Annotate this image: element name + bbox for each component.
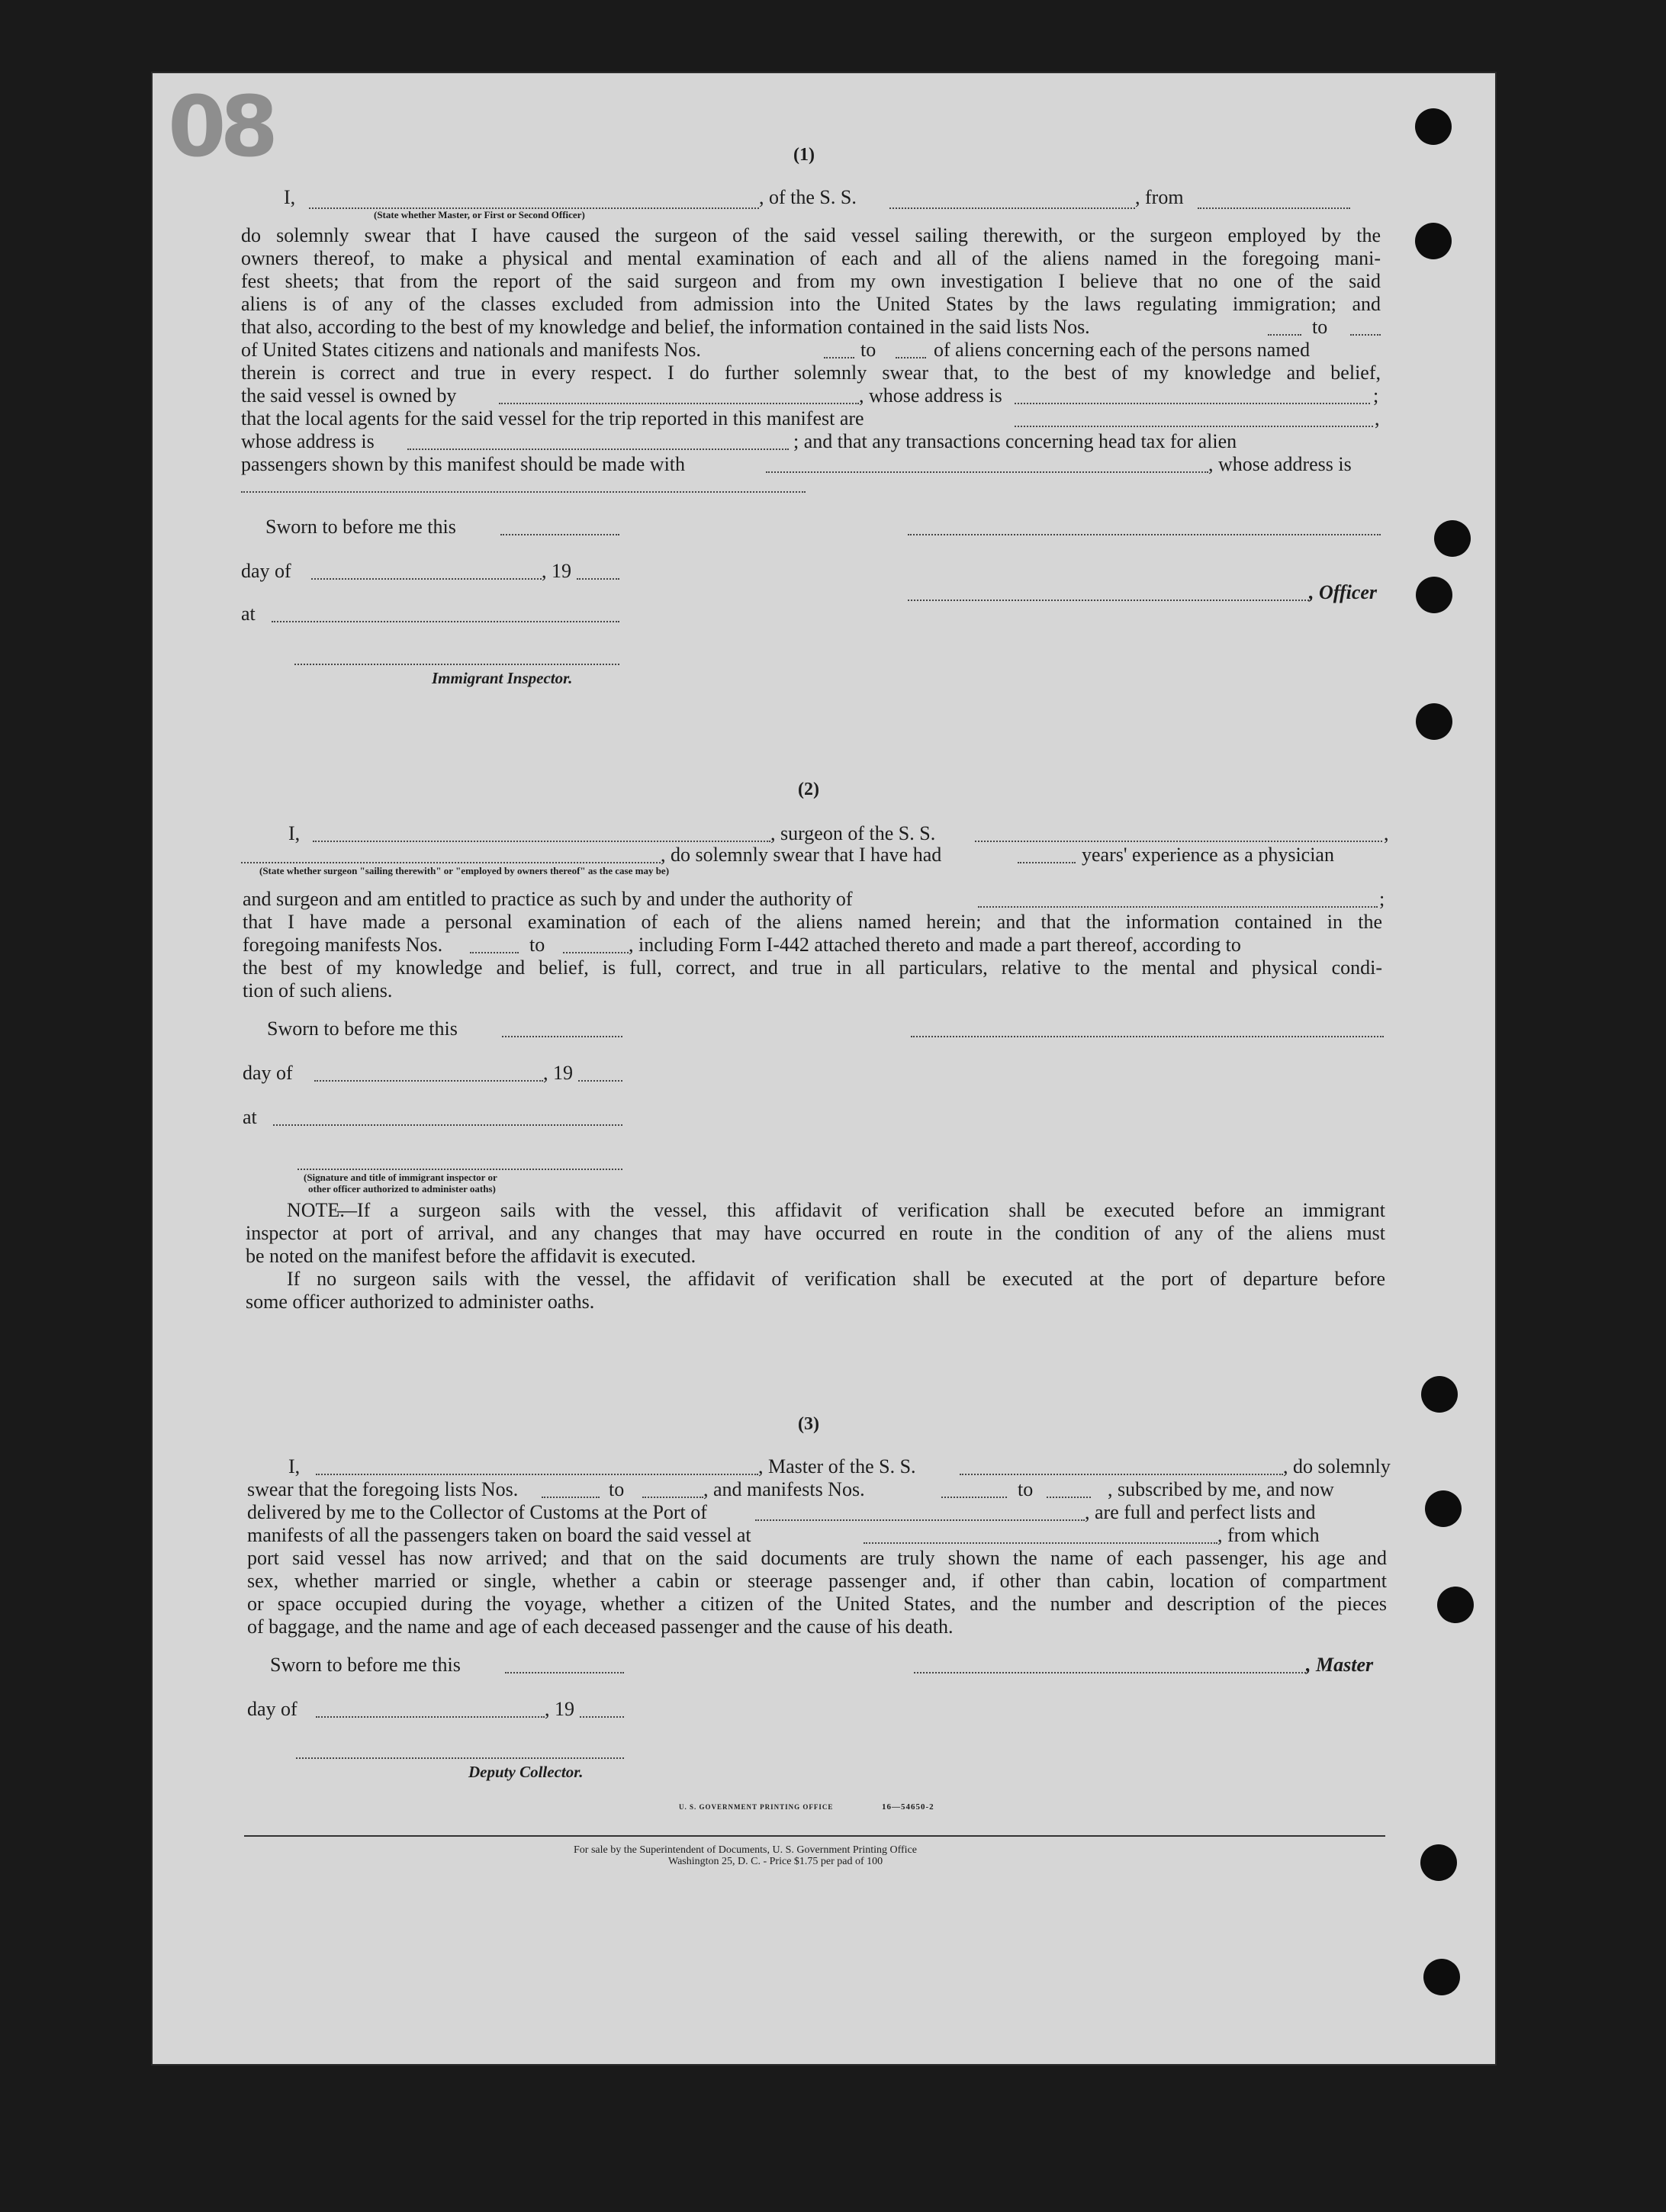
section-1-line: therein is correct and true in every respect. I do further solemnly swear that, to the best of my knowledge and belief, xyxy=(241,362,1381,384)
to-label: to xyxy=(609,1478,625,1500)
from-port-line[interactable] xyxy=(1198,207,1350,209)
year-line[interactable] xyxy=(578,1080,622,1082)
section-1-line: owners thereof, to make a physical and mental examination of each and all of the aliens named in the foregoing mani- xyxy=(241,247,1381,269)
sworn-date-line[interactable] xyxy=(500,534,619,535)
punch-hole xyxy=(1416,703,1452,740)
do-solemnly-label: , do solemnly xyxy=(1283,1455,1391,1477)
lists-to-line[interactable] xyxy=(642,1497,703,1498)
officer-line[interactable] xyxy=(908,600,1309,601)
punch-hole xyxy=(1437,1587,1474,1623)
surgeon-status-line[interactable] xyxy=(241,862,661,863)
comma: , xyxy=(1384,822,1389,844)
note-line: inspector at port of arrival, and any changes that may have occurred en route in the condition of any of the aliens must xyxy=(246,1222,1385,1244)
master-of-label: , Master of the S. S. xyxy=(758,1455,916,1477)
punch-hole xyxy=(1416,577,1452,613)
day-of-label: day of xyxy=(243,1062,293,1084)
footer-rule xyxy=(244,1835,1385,1837)
section-1-line: passengers shown by this manifest should be made with xyxy=(241,453,686,475)
semicolon: ; xyxy=(1373,384,1379,407)
note-line: be noted on the manifest before the affidavit is executed. xyxy=(246,1245,696,1267)
signature-line[interactable] xyxy=(908,534,1381,535)
day-of-label: day of xyxy=(241,560,291,582)
subscribed-label: , subscribed by me, and now xyxy=(1108,1478,1334,1500)
gpo-imprint: U. S. GOVERNMENT PRINTING OFFICE xyxy=(679,1803,834,1811)
note-line: If no surgeon sails with the vessel, the affidavit of verification shall be executed at the port of departure before xyxy=(287,1268,1385,1290)
i-label: I, xyxy=(288,1455,301,1477)
head-tax-text: ; and that any transactions concerning head tax for alien xyxy=(793,430,1237,452)
of-ss-label: , of the S. S. xyxy=(759,186,857,208)
punch-hole xyxy=(1420,1844,1457,1881)
i-label: I, xyxy=(288,822,301,844)
section-3-line: sex, whether married or single, whether a cabin or steerage passenger and, if other than cabin, location of compartment xyxy=(247,1570,1387,1592)
master-label: , Master xyxy=(1306,1654,1374,1676)
master-signature-line[interactable] xyxy=(914,1672,1306,1673)
year-line[interactable] xyxy=(577,578,619,580)
day-month-line[interactable] xyxy=(314,1080,543,1082)
sale-notice: Washington 25, D. C. - Price $1.75 per pad of 100 xyxy=(668,1856,883,1867)
sworn-date-line[interactable] xyxy=(502,1036,622,1037)
section-2-line: that I have made a personal examination of each of the aliens named herein; and that the information contained in the xyxy=(243,911,1382,933)
to-label: to xyxy=(1312,316,1328,338)
comma: , xyxy=(1375,407,1380,429)
at-label: at xyxy=(243,1106,257,1128)
form-code: 16—54650-2 xyxy=(882,1802,934,1812)
section-3-line: port said vessel has now arrived; and that on the said documents are truly shown the name of each passenger, his age and xyxy=(247,1547,1387,1569)
section-1-line: that also, according to the best of my knowledge and belief, the information contained in the said lists Nos. xyxy=(241,316,1090,338)
day-month-line[interactable] xyxy=(311,578,542,580)
section-1-line: aliens is of any of the classes excluded from admission into the United States by the laws regulating immigration; and xyxy=(241,293,1381,315)
lists-to-line[interactable] xyxy=(1350,334,1381,336)
manifests-to-line[interactable] xyxy=(1047,1497,1091,1498)
including-text: , including Form I-442 attached thereto and made a part thereof, according to xyxy=(629,934,1241,956)
port-line[interactable] xyxy=(755,1519,1085,1521)
section-2-number: (2) xyxy=(798,780,819,799)
punch-hole xyxy=(1415,223,1452,259)
sworn-date-line[interactable] xyxy=(505,1672,624,1673)
year-line[interactable] xyxy=(580,1716,624,1718)
i-label: I, xyxy=(284,186,296,208)
owner-line[interactable] xyxy=(499,403,859,404)
surgeon-vessel-line[interactable] xyxy=(975,841,1382,842)
swear-lists-label: swear that the foregoing lists Nos. xyxy=(247,1478,519,1500)
day-of-label: day of xyxy=(247,1698,298,1720)
form-page xyxy=(153,73,1495,2064)
manifests-to-line[interactable] xyxy=(896,357,926,358)
years-experience-label: years' experience as a physician xyxy=(1082,844,1334,866)
to-label: to xyxy=(529,934,545,956)
and-manifests-label: , and manifests Nos. xyxy=(703,1478,865,1500)
semicolon: ; xyxy=(1379,888,1385,910)
vessel-name-line[interactable] xyxy=(960,1474,1283,1475)
signature-note: other officer authorized to administer oaths) xyxy=(308,1183,496,1194)
note-line: —If a surgeon sails with the vessel, this affidavit of verification shall be executed before an immigrant xyxy=(337,1199,1385,1221)
deputy-collector-label: Deputy Collector. xyxy=(468,1763,584,1781)
section-3-line: or space occupied during the voyage, whether a citizen of the United States, and the number and description of the pieces xyxy=(247,1593,1387,1615)
owner-address-line[interactable] xyxy=(1015,403,1370,404)
year-label: , 19 xyxy=(542,560,571,582)
officer-label: , Officer xyxy=(1309,581,1378,603)
punch-hole xyxy=(1421,1376,1458,1413)
years-line[interactable] xyxy=(1018,862,1076,863)
local-agents-line[interactable] xyxy=(1015,426,1373,427)
surgeon-of-label: , surgeon of the S. S. xyxy=(770,822,936,844)
agents-address-line[interactable] xyxy=(407,449,789,450)
master-name-line[interactable] xyxy=(316,1474,758,1475)
sworn-label: Sworn to before me this xyxy=(270,1654,461,1676)
at-label: at xyxy=(241,603,256,625)
archive-stamp: 08 xyxy=(168,78,273,175)
year-label: , 19 xyxy=(543,1062,573,1084)
to-label: to xyxy=(860,339,876,361)
inspector-signature-line[interactable] xyxy=(294,664,619,665)
manifests-from-line[interactable] xyxy=(941,1497,1007,1498)
boarding-port-line[interactable] xyxy=(864,1542,1217,1544)
section-1-line: that the local agents for the said vessel for the trip reported in this manifest are xyxy=(241,407,864,429)
section-1-line: of United States citizens and nationals and manifests Nos. xyxy=(241,339,701,361)
section-3-number: (3) xyxy=(798,1414,819,1434)
section-2-line: the best of my knowledge and belief, is full, correct, and true in all particulars, relative to the mental and physical condi- xyxy=(243,956,1382,979)
section-1-line: whose address is xyxy=(241,430,375,452)
section-2-line: tion of such aliens. xyxy=(243,979,393,1002)
manifests-from-line[interactable] xyxy=(824,357,854,358)
surgeon-manifests-from-line[interactable] xyxy=(470,952,519,953)
sworn-label: Sworn to before me this xyxy=(267,1018,458,1040)
punch-hole xyxy=(1434,520,1471,557)
section-1-number: (1) xyxy=(793,145,815,165)
manifests-of-label: manifests of all the passengers taken on board the said vessel at xyxy=(247,1524,751,1546)
at-place-line[interactable] xyxy=(273,1124,622,1126)
officer-signature-line[interactable] xyxy=(298,1169,622,1170)
from-label: , from xyxy=(1135,186,1184,208)
authority-line[interactable] xyxy=(978,906,1378,908)
sworn-had-label: , do solemnly swear that I have had xyxy=(661,844,942,866)
note-line: some officer authorized to administer oaths. xyxy=(246,1291,595,1313)
vessel-name-line[interactable] xyxy=(889,207,1135,209)
master-rank-note: (State whether Master, or First or Second Officer) xyxy=(374,209,585,220)
head-tax-address-line[interactable] xyxy=(241,491,806,493)
year-label: , 19 xyxy=(545,1698,574,1720)
authority-label: and surgeon and am entitled to practice as such by and under the authority of xyxy=(243,888,853,910)
sworn-label: Sworn to before me this xyxy=(265,516,456,538)
signature-note: (Signature and title of immigrant inspector or xyxy=(304,1172,497,1183)
punch-hole xyxy=(1425,1490,1462,1527)
lists-from-line[interactable] xyxy=(1268,334,1301,336)
surgeon-signature-line[interactable] xyxy=(911,1036,1384,1037)
section-1-line: the said vessel is owned by xyxy=(241,384,457,407)
sale-notice: For sale by the Superintendent of Documents, U. S. Government Printing Office xyxy=(574,1844,917,1856)
immigrant-inspector-label: Immigrant Inspector. xyxy=(432,669,573,687)
surgeon-status-note: (State whether surgeon "sailing therewith" or "employed by owners thereof" as the case may be) xyxy=(259,865,670,876)
note-label: NOTE. xyxy=(287,1199,345,1221)
head-tax-agent-line[interactable] xyxy=(766,471,1208,473)
to-label: to xyxy=(1018,1478,1034,1500)
whose-address-label: , whose address is xyxy=(1208,453,1352,475)
are-full-label: , are full and perfect lists and xyxy=(1085,1501,1316,1523)
lists-from-line[interactable] xyxy=(542,1497,600,1498)
delivered-label: delivered by me to the Collector of Customs at the Port of xyxy=(247,1501,707,1523)
day-month-line[interactable] xyxy=(316,1716,545,1718)
surgeon-manifests-to-line[interactable] xyxy=(563,952,629,953)
punch-hole xyxy=(1423,1959,1460,1995)
section-3-line: of baggage, and the name and age of each deceased passenger and the cause of his death. xyxy=(247,1616,954,1638)
whose-address-label: , whose address is xyxy=(859,384,1002,407)
punch-hole xyxy=(1415,108,1452,145)
section-2-line: foregoing manifests Nos. xyxy=(243,934,443,956)
section-1-line: fest sheets; that from the report of the said surgeon and from my own investigation I believe that no one of the said xyxy=(241,270,1381,292)
deputy-signature-line[interactable] xyxy=(296,1757,624,1759)
surgeon-name-line[interactable] xyxy=(313,841,770,842)
section-1-line: do solemnly swear that I have caused the surgeon of the said vessel sailing therewith, or the surgeon employed by the xyxy=(241,224,1381,246)
from-which-label: , from which xyxy=(1217,1524,1320,1546)
at-place-line[interactable] xyxy=(272,621,619,622)
aliens-tail: of aliens concerning each of the persons named xyxy=(934,339,1311,361)
